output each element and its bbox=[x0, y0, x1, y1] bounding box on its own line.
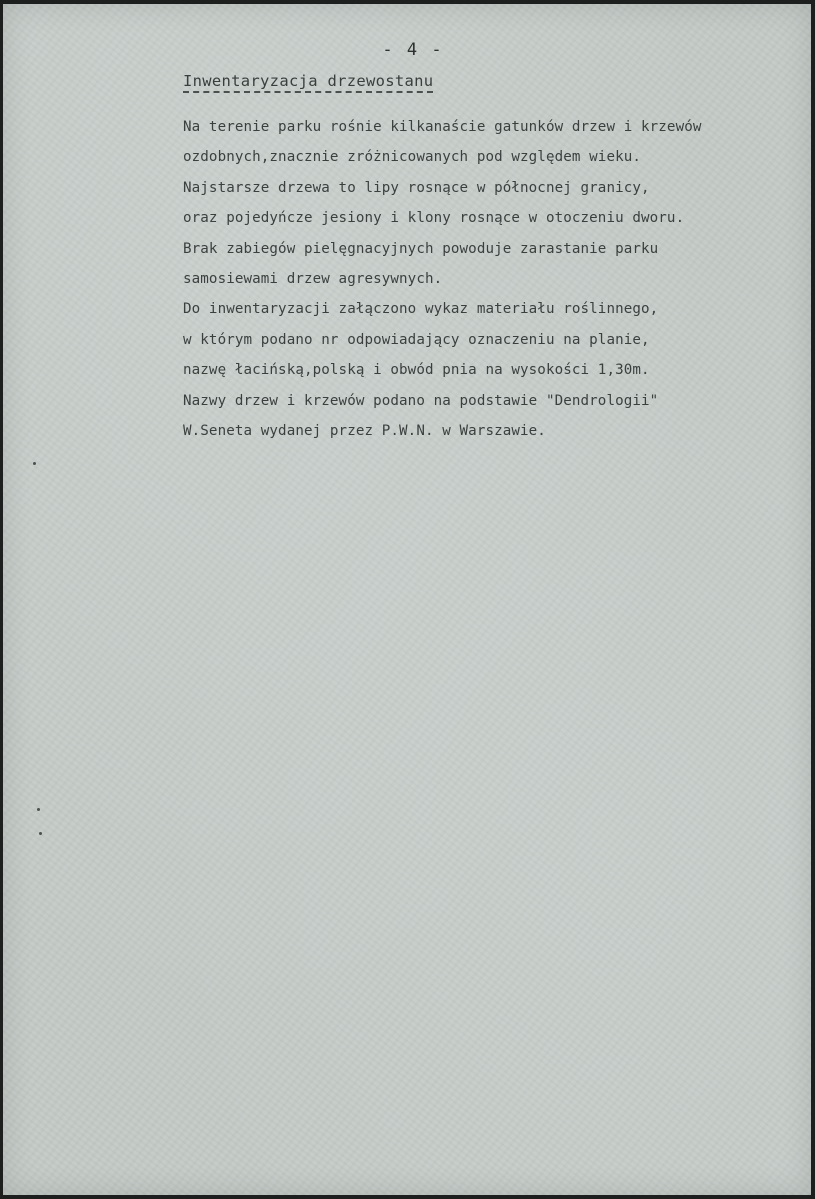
text-line: samosiewami drzew agresywnych. bbox=[183, 271, 443, 288]
text-line: oraz pojedyńcze jesiony i klony rosnące w otoczeniu dworu. bbox=[183, 210, 685, 227]
text-line: w którym podano nr odpowiadający oznaczeniu na planie, bbox=[183, 331, 650, 348]
margin-mark bbox=[39, 832, 42, 835]
document-page bbox=[3, 4, 811, 1195]
text-line: Do inwentaryzacji załączono wykaz materiału roślinnego, bbox=[183, 301, 659, 318]
margin-mark bbox=[33, 462, 36, 465]
text-line: Na terenie parku rośnie kilkanaście gatunków drzew i krzewów bbox=[183, 119, 702, 135]
text-line: nazwę łacińską,polską i obwód pnia na wysokości 1,30m. bbox=[183, 362, 650, 379]
text-line: Nazwy drzew i krzewów podano na podstawie "Dendrologii" bbox=[183, 392, 659, 409]
page-number: - 4 - bbox=[382, 40, 444, 60]
body-paragraph bbox=[183, 112, 808, 446]
text-line: Najstarsze drzewa to lipy rosnące w północnej granicy, bbox=[183, 179, 650, 196]
text-line: Brak zabiegów pielęgnacyjnych powoduje zarastanie parku bbox=[183, 240, 659, 257]
text-line: ozdobnych,znacznie zróżnicowanych pod względem wieku. bbox=[183, 149, 642, 166]
text-line: W.Seneta wydanej przez P.W.N. w Warszawie. bbox=[183, 423, 546, 440]
margin-mark bbox=[37, 808, 40, 811]
document-heading: Inwentaryzacja drzewostanu bbox=[183, 72, 433, 93]
